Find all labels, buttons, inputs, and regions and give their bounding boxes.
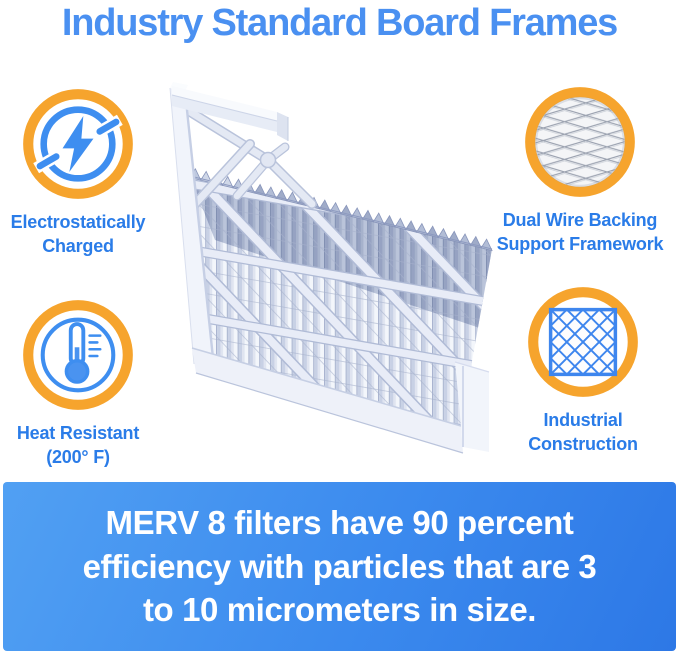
banner-line: efficiency with particles that are 3 [82,547,597,585]
feature-industrial-construction [483,284,679,456]
feature-label: Charged [42,235,114,256]
diamond-lattice-icon [525,284,641,400]
air-filter-product-image [150,70,510,490]
feature-label: (200° F) [46,446,110,467]
wire-mesh-icon [522,84,638,200]
feature-label: Industrial [543,410,623,430]
merv-info-banner [3,482,676,651]
lightning-bolt-icon [20,86,136,202]
feature-label: Dual Wire Backing [502,210,658,230]
page-title: Industry Standard Board Frames [61,2,618,44]
banner-line: MERV 8 filters have 90 percent [105,504,574,542]
feature-label: Construction [528,433,638,454]
feature-label: Support Framework [496,233,664,254]
thermometer-icon [20,297,136,413]
banner-line: to 10 micrometers in size. [142,591,537,629]
feature-label: Electrostatically [10,212,146,232]
feature-label: Heat Resistant [16,423,140,443]
